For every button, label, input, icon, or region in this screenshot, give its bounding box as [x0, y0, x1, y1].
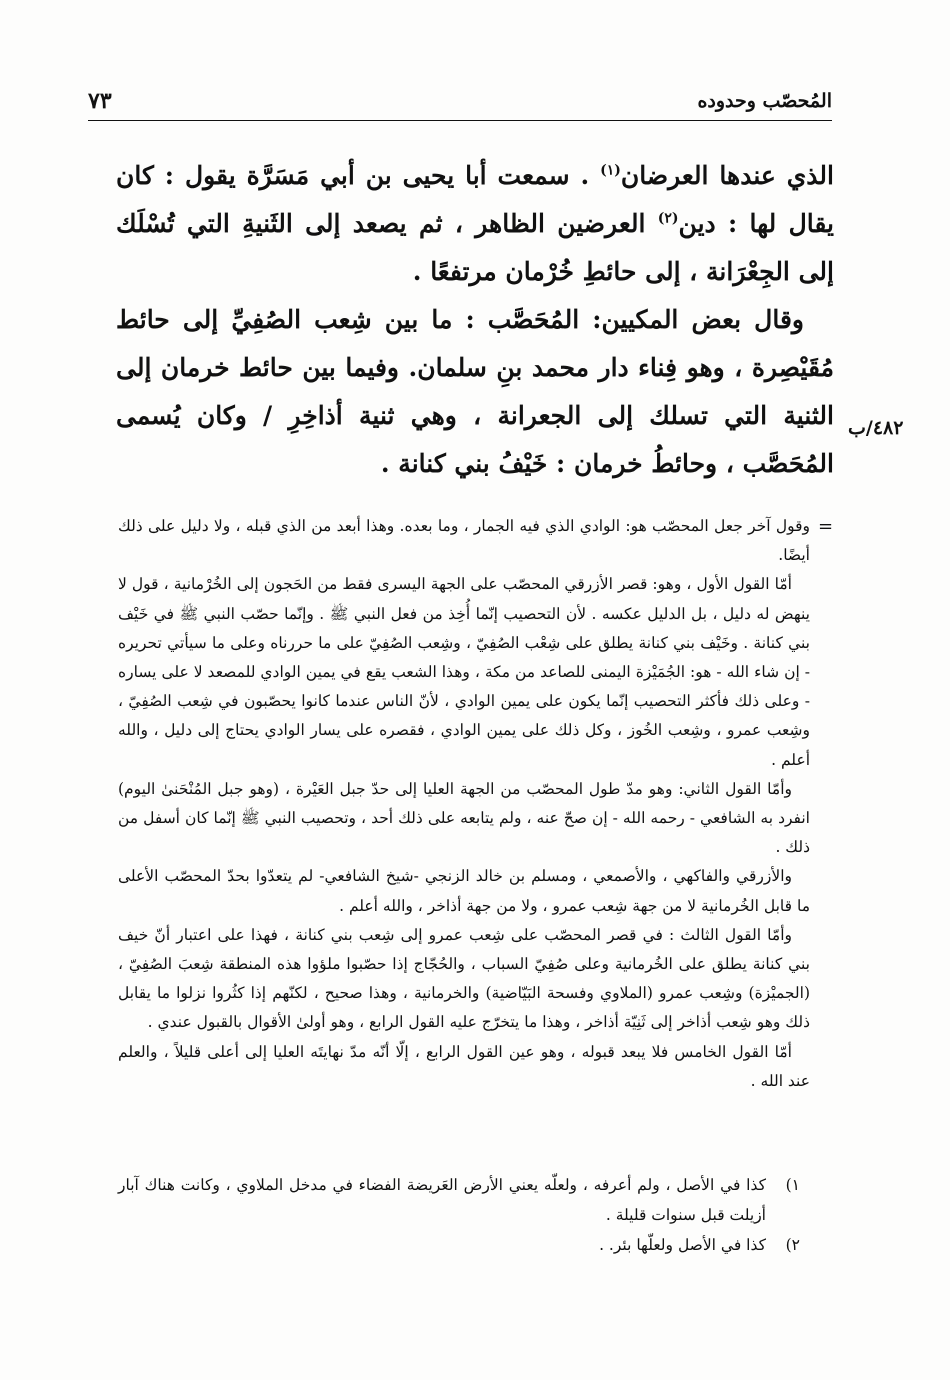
footnote-ref-2: (٢)	[657, 210, 679, 227]
header-rule	[88, 120, 832, 121]
commentary-paragraph: أمّا القول الخامس فلا يبعد قبوله ، وهو عين القول الرابع ، إلّا أنّه مدّ نهايتَه العليا إلى أعلى قليلاً ، والعلم عند الله .	[118, 1042, 810, 1090]
running-head	[88, 86, 832, 116]
commentary-paragraph: أمّا القول الأول ، وهو: قصر الأزرقي المحصّب على الجهة اليسرى فقط من الحَجون إلى الخُرْمانية ، قول لا ينهض له دليل ، بل الدليل عكسه . لأن التحصيب إنّما أُخِذ من فعل النبي ﷺ . وإنّما حصّب النبي ﷺ في خَيْف بني كنانة . وخَيْف بني كنانة يطلق على شِعْب الصُفِيّ ، وشِعب الصُفِيّ على ما حررناه وعلى ما سيأتي تحريره - إن شاء الله - هو: الجُمَيْزة اليمنى للصاعد من مكة ، وهذا الشعب يقع في يمين الوادي للمصعد لا على يساره - وعلى ذلك فأكثر التحصيب إنّما يكون على يمين الوادي ، لأنّ الناس عندما كانوا يحصّبون في شِعب الصُفِيّ ، وشِعب عمرو ، وشِعب الخُوز ، وكل ذلك على يمين الوادي ، فقصره على يسار الوادي يحتاج إلى دليل ، والله أعلم .	[118, 575, 810, 769]
main-text-segment: العرضين الظاهر ، ثم يصعد إلى الثَنيةِ التي تُسْلَك إلى الجِعْرَانة ، إلى حائطِ خُرْمان مرتفعًا .	[116, 209, 834, 286]
commentary-paragraph: والأزرقي والفاكهي ، والأصمعي ، ومسلم بن خالد الزنجي -شيخ الشافعي- لم يتعدّوا بحدّ المحصّب الأعلى ما قابل الخُرمانية لا من جهة شِعب عمرو ، ولا من جهة أذاخر ، والله أعلم .	[118, 867, 810, 915]
commentary-paragraph: وأمّا القول الثاني: وهو مدّ طول المحصّب من الجهة العليا إلى حدّ جبل العَيْرة ، (وهو جبل المُنْحَنىٰ اليوم) انفرد به الشافعي - رحمه الله - إن صحّ عنه ، ولم يتابعه على ذلك أحد ، وتحصيب النبي ﷺ إنّما كان أسفل من ذلك .	[118, 779, 810, 857]
main-paragraph-2: وقال بعض المكيين: المُحَصَّب : ما بين شِعب الصُفِيِّ إلى حائط مُقَيْصِرة ، وهو فِناء دار محمد بنِ سلمان. وفيما بين حائط خرمان إلى الثنية التي تسلك إلى الجعرانة ، وهي ثنية أذاخِرِ / وكان يُسمى المُحَصَّب ، وحائطُ خرمان : خَيْفُ بني كنانة .	[116, 305, 834, 478]
footnote-text: كذا في الأصل ولعلّها بئر. .	[599, 1236, 766, 1254]
footnote-text: كذا في الأصل ، ولم أعرفه ، ولعلّه يعني الأرض العَريضة الفضاء في مدخل الملاوي ، وكانت هناك آبار أزيلت قبل سنوات قليلة .	[118, 1176, 766, 1224]
footnotes	[118, 1170, 800, 1260]
commentary-section	[118, 512, 810, 1096]
main-text	[116, 152, 834, 488]
commentary-paragraph: وأمّا القول الثالث : في قصر المحصّب على شِعب عمرو إلى شِعب بني كنانة ، فهذا على اعتبار أنّ خيف بني كنانة يطلق على الخُرمانية وعلى صُفِيّ السباب ، والحُجّاج إذا حصّبوا ملؤوا هذه المنطقة شِعبَ الصُفِيّ ، (الجميْزة) وشِعب عمرو (الملاوي وفسحة البَيّاضية) والخرمانية ، وهذا صحيح ، لكنّهم إذا كثُروا نزلوا ما يقابل ذلك وهو شِعب أذاخر إلى ثَنِيّة أذاخر ، وهذا ما يتخرّج عليه القول الرابع ، وهو أولىٰ الأقوال بالقبول عندي .	[118, 925, 810, 1032]
footnote-ref-1: (١)	[600, 162, 621, 179]
footnote-2	[118, 1230, 800, 1260]
main-text-segment: . سمعت أبا يحيى بن أبي مَسَرَّة يقول : كان يقال لها : دين	[116, 161, 834, 238]
running-title: المُحصّب وحدوده	[697, 90, 832, 112]
main-text-segment: الذي عندها العرضان	[620, 161, 834, 190]
footnote-number: ٢)	[785, 1236, 800, 1254]
main-paragraph-1	[116, 152, 834, 296]
footnote-number: ١)	[785, 1176, 800, 1194]
page-number: ٧٣	[88, 88, 112, 114]
footnote-1	[118, 1170, 800, 1230]
continuation-mark: =	[818, 516, 834, 537]
commentary-paragraph: وقول آخر جعل المحصّب هو: الوادي الذي فيه الجمار ، وما بعده. وهذا أبعد من الذي قبله ، ولا دليل على ذلك أيضًا.	[118, 517, 810, 565]
margin-folio-reference: ٤٨٢/ب	[848, 417, 904, 439]
